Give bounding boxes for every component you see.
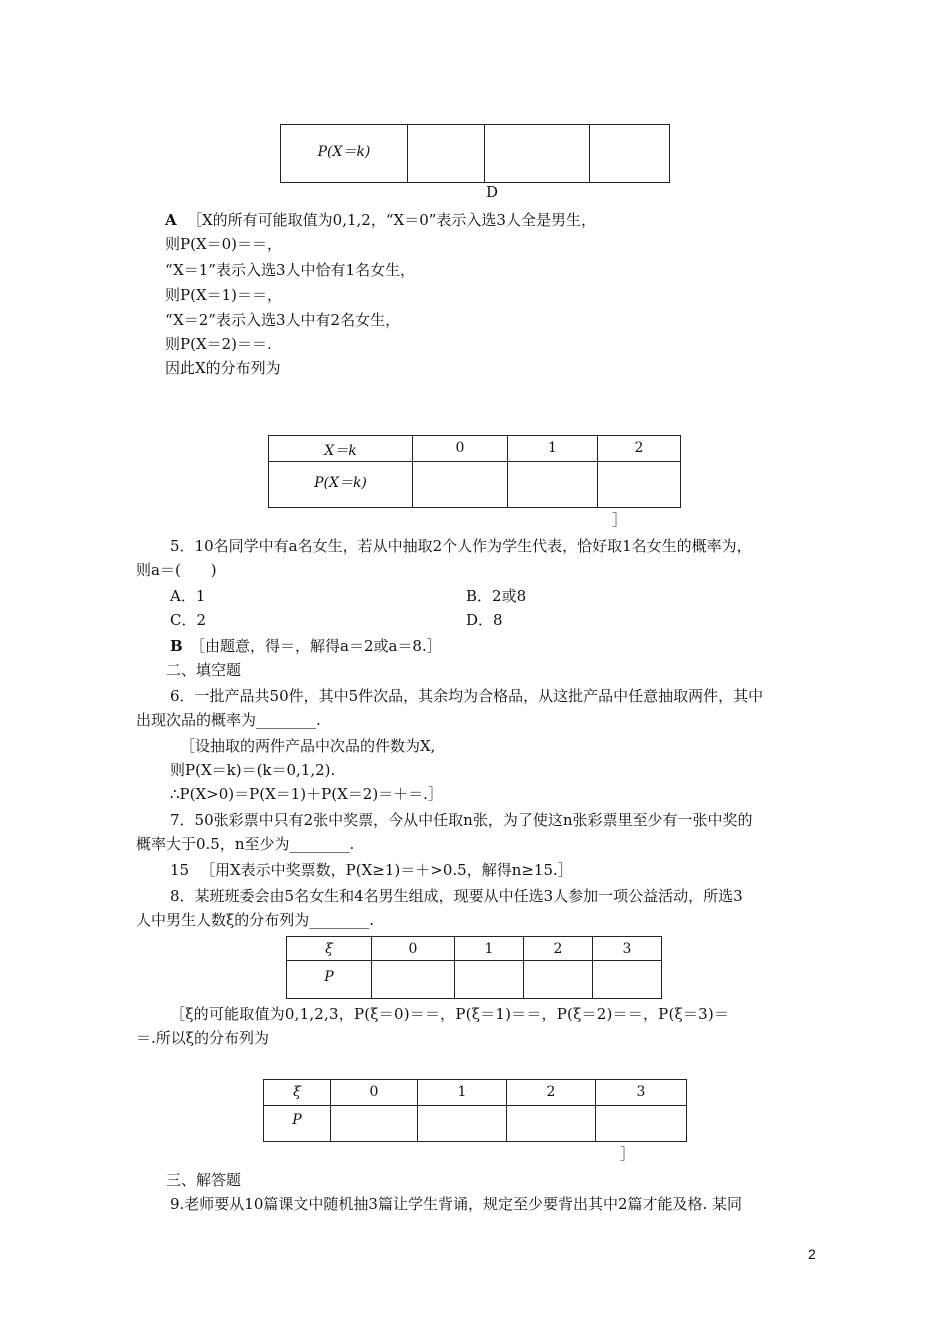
table-cell xyxy=(408,125,485,183)
table-header-cell: 1 xyxy=(508,436,598,462)
q4-solution-line: “X＝2”表示入选3人中有2名女生， xyxy=(165,311,401,329)
q4-solution-line: 则P(X＝0)＝＝， xyxy=(165,235,283,253)
table-cell xyxy=(524,961,593,999)
table-caption: D xyxy=(486,183,499,201)
q8-solution-line: ［ξ的可能取值为0,1,2,3，P(ξ＝0)＝＝，P(ξ＝1)＝＝，P(ξ＝2)＝＝，P(ξ＝3)＝ xyxy=(170,1005,730,1023)
table-cell xyxy=(418,1106,507,1142)
section-heading: 二、填空题 xyxy=(166,661,242,679)
table-header-cell: 2 xyxy=(598,436,681,462)
closing-bracket: ］ xyxy=(612,511,628,529)
table-row-label: P xyxy=(264,1106,331,1142)
q6-solution-line: ∴P(X>0)＝P(X＝1)＋P(X＝2)＝＋＝.］ xyxy=(170,785,443,803)
table-row-label: P xyxy=(287,961,372,999)
table-row-label: P(X＝k) xyxy=(269,462,413,508)
q6-solution-line: 则P(X＝k)＝(k＝0,1,2). xyxy=(170,761,336,779)
table-cell xyxy=(593,961,662,999)
table-header-cell: ξ xyxy=(287,937,372,961)
q4-solution-line: 因此X的分布列为 xyxy=(165,359,281,377)
q5-option-a: A．1 xyxy=(170,587,206,605)
table-header-cell: 3 xyxy=(593,937,662,961)
table-cell xyxy=(455,961,524,999)
q6-stem: 6．一批产品共50件，其中5件次品，其余均为合格品，从这批产品中任意抽取两件，其中 xyxy=(170,687,764,705)
q5-solution: ［由题意，得＝，解得a＝2或a＝8.］ xyxy=(190,637,442,655)
table-header-cell: 2 xyxy=(507,1080,596,1106)
distribution-table-1 xyxy=(280,124,670,183)
page-number: 2 xyxy=(808,1246,816,1262)
section-heading: 三、解答题 xyxy=(166,1171,242,1189)
table-cell xyxy=(596,1106,687,1142)
table-header-cell: 0 xyxy=(372,937,455,961)
q7-stem: 概率大于0.5，n至少为________. xyxy=(136,835,355,853)
table-cell xyxy=(372,961,455,999)
q7-stem: 7．50张彩票中只有2张中奖票，今从中任取n张，为了使这n张彩票里至少有一张中奖的 xyxy=(170,811,753,829)
table-cell xyxy=(508,462,598,508)
q7-solution: ［用X表示中奖票数，P(X≥1)＝＋>0.5，解得n≥15.］ xyxy=(200,861,573,879)
q4-solution-line: 则P(X＝1)＝＝， xyxy=(165,286,283,304)
table-header-cell: 0 xyxy=(413,436,508,462)
table-header-cell: 2 xyxy=(524,937,593,961)
q5-option-d: D．8 xyxy=(466,611,503,629)
q6-solution-line: ［设抽取的两件产品中次品的件数为X, xyxy=(180,737,436,755)
q5-option-c: C．2 xyxy=(170,611,207,629)
table-header-cell: 3 xyxy=(596,1080,687,1106)
q9-stem: 9.老师要从10篇课文中随机抽3篇让学生背诵，规定至少要背出其中2篇才能及格. 某同 xyxy=(170,1195,743,1213)
distribution-table-2 xyxy=(268,435,681,508)
table-cell xyxy=(485,125,590,183)
q4-solution-line: 则P(X＝2)＝＝. xyxy=(165,335,272,353)
q4-solution-line: ［X的所有可能取值为0,1,2，“X＝0”表示入选3人全是男生， xyxy=(187,211,596,229)
table-header-cell: ξ xyxy=(264,1080,331,1106)
table-header-cell: 1 xyxy=(455,937,524,961)
q7-answer: 15 xyxy=(170,861,190,879)
q6-stem: 出现次品的概率为________. xyxy=(136,711,321,729)
distribution-table-4 xyxy=(263,1079,687,1142)
table-cell xyxy=(413,462,508,508)
q8-stem: 人中男生人数ξ的分布列为________. xyxy=(136,911,375,929)
table-cell xyxy=(331,1106,418,1142)
q4-answer: A xyxy=(165,211,177,229)
table-header-cell: 1 xyxy=(418,1080,507,1106)
distribution-table-3 xyxy=(286,936,662,999)
q8-solution-line: ＝.所以ξ的分布列为 xyxy=(136,1029,270,1047)
q5-answer: B xyxy=(170,637,183,655)
table-header-cell: 0 xyxy=(331,1080,418,1106)
closing-bracket: ］ xyxy=(620,1145,636,1163)
table-cell xyxy=(590,125,670,183)
q8-stem: 8．某班班委会由5名女生和4名男生组成，现要从中任选3人参加一项公益活动，所选3 xyxy=(170,887,743,905)
q4-solution-line: “X＝1”表示入选3人中恰有1名女生， xyxy=(165,261,416,279)
q5-option-b: B．2或8 xyxy=(466,587,527,605)
table-header-cell: X＝k xyxy=(269,436,413,462)
table-cell xyxy=(598,462,681,508)
table-cell xyxy=(507,1106,596,1142)
q5-stem: 则a＝( ) xyxy=(136,561,217,579)
q5-stem: 5．10名同学中有a名女生，若从中抽取2个人作为学生代表，恰好取1名女生的概率为， xyxy=(170,537,752,555)
table-row-label: P(X＝k) xyxy=(281,125,408,183)
